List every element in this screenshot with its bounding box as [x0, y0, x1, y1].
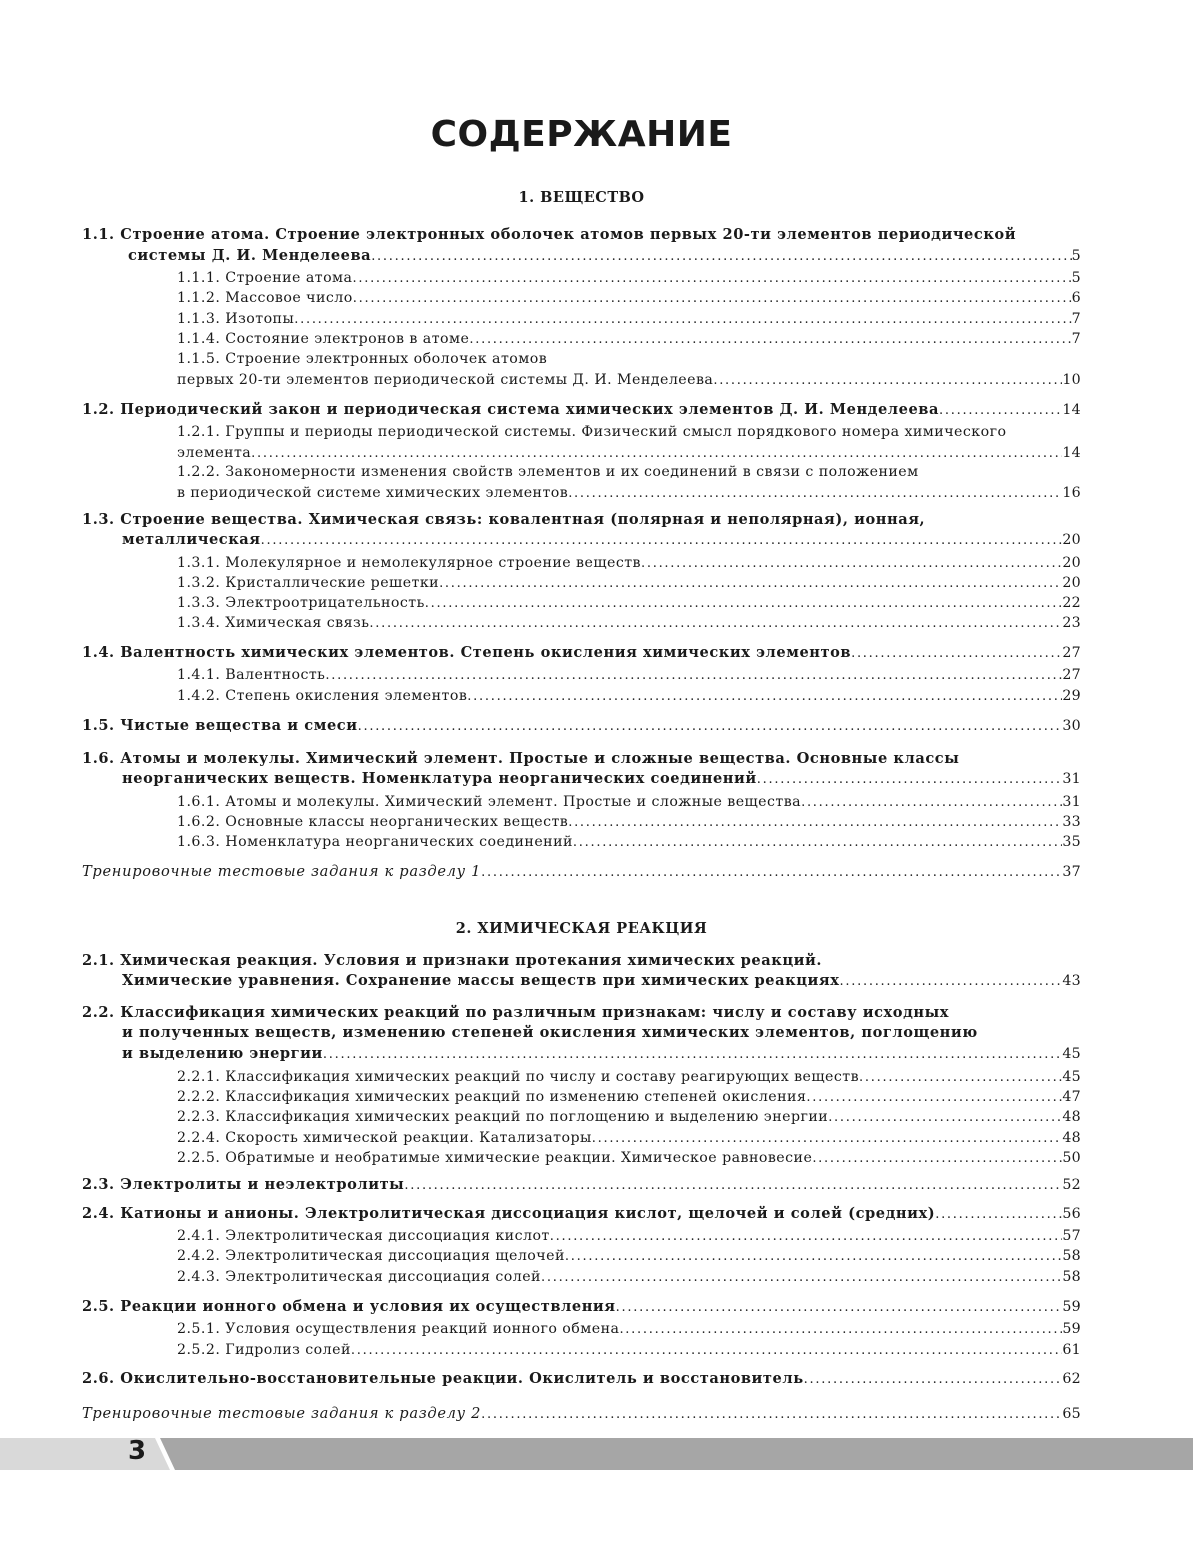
toc-dot-leader	[851, 643, 1062, 663]
toc-entry	[82, 950, 822, 971]
toc-page-number: 57	[1062, 1228, 1081, 1244]
toc-page-number: 27	[1062, 645, 1081, 661]
toc-page-number: 6	[1071, 290, 1081, 306]
toc-entry-text: неорганических веществ. Номенклатура неорганических соединений	[122, 770, 757, 787]
toc-subentry	[177, 309, 1081, 330]
toc-page-number: 22	[1062, 595, 1081, 611]
toc-subentry	[177, 370, 1081, 391]
toc-dot-leader	[859, 1067, 1062, 1088]
toc-subentry	[177, 268, 1081, 289]
toc-subentry	[177, 462, 919, 483]
toc-dot-leader	[806, 1087, 1062, 1108]
toc-dot-leader	[351, 1340, 1062, 1361]
toc-dot-leader	[251, 443, 1062, 464]
toc-page-number: 7	[1071, 311, 1081, 327]
toc-dot-leader	[801, 792, 1062, 813]
toc-page-number: 61	[1062, 1342, 1081, 1358]
toc-entry	[128, 245, 1081, 266]
toc-page-number: 10	[1062, 372, 1081, 388]
toc-entry-text: 2.2.4. Скорость химической реакции. Катализаторы	[177, 1130, 592, 1146]
toc-subentry	[177, 832, 1081, 853]
toc-page-number: 52	[1062, 1177, 1081, 1193]
toc-page-number: 43	[1062, 973, 1081, 989]
toc-dot-leader	[358, 716, 1063, 736]
toc-dot-leader	[353, 288, 1072, 309]
toc-entry-text: 2.5.2. Гидролиз солей	[177, 1342, 351, 1358]
toc-subentry	[177, 1226, 1081, 1247]
toc-page-number: 33	[1062, 814, 1081, 830]
toc-entry-text: в периодической системе химических элементов	[177, 485, 569, 501]
section-heading-1: 1. ВЕЩЕСТВО	[518, 189, 645, 206]
toc-entry-text: металлическая	[122, 531, 261, 548]
toc-entry-text: 1.2.2. Закономерности изменения свойств элементов и их соединений в связи с положением	[177, 464, 919, 480]
toc-dot-leader	[481, 1404, 1062, 1424]
toc-entry-text: 1.1.5. Строение электронных оболочек атомов	[177, 351, 548, 367]
toc-entry-text: Тренировочные тестовые задания к разделу 2	[82, 1405, 482, 1422]
toc-subentry	[177, 1319, 1081, 1340]
toc-page-number: 16	[1062, 485, 1081, 501]
toc-dot-leader	[804, 1369, 1063, 1389]
toc-page-number: 62	[1062, 1371, 1081, 1387]
toc-entry	[122, 529, 1081, 550]
toc-entry	[122, 1043, 1081, 1064]
toc-entry-text: 1.4.2. Степень окисления элементов	[177, 688, 468, 704]
toc-entry-text: и полученных веществ, изменению степеней окисления химических элементов, поглощению	[122, 1024, 978, 1041]
toc-page-number: 20	[1062, 555, 1081, 571]
toc-entry	[82, 642, 1081, 663]
toc-dot-leader	[935, 1204, 1062, 1224]
toc-entry-text: системы Д. И. Менделеева	[128, 247, 372, 264]
toc-entry-text: 1.2. Периодический закон и периодическая система химических элементов Д. И. Менделеева	[82, 401, 939, 418]
toc-entry-text: 1.1.1. Строение атома	[177, 270, 353, 286]
toc-dot-leader	[261, 530, 1063, 550]
toc-dot-leader	[592, 1128, 1063, 1149]
toc-dot-leader	[294, 309, 1071, 330]
toc-page-number: 35	[1062, 834, 1081, 850]
toc-entry	[82, 1002, 949, 1023]
toc-page-number: 45	[1062, 1046, 1081, 1062]
toc-entry-text: 2.2.3. Классификация химических реакций по поглощению и выделению энергии	[177, 1109, 829, 1125]
toc-dot-leader	[619, 1319, 1062, 1340]
toc-subentry	[177, 792, 1081, 813]
toc-entry-text: 1.1.3. Изотопы	[177, 311, 295, 327]
toc-page-number: 59	[1062, 1321, 1081, 1337]
toc-page-number: 50	[1062, 1150, 1081, 1166]
toc-page-number: 48	[1062, 1130, 1081, 1146]
toc-entry-text: 1.4. Валентность химических элементов. Степень окисления химических элементов	[82, 644, 852, 661]
toc-page-number: 29	[1062, 688, 1081, 704]
toc-subentry	[177, 812, 1081, 833]
toc-subentry	[177, 553, 1081, 574]
toc-page-number: 31	[1062, 794, 1081, 810]
toc-entry-text: 1.3.1. Молекулярное и немолекулярное строение веществ	[177, 555, 641, 571]
toc-entry	[82, 1368, 1081, 1389]
toc-subentry	[177, 329, 1081, 350]
toc-dot-leader	[641, 553, 1062, 574]
toc-entry-text: 2.5. Реакции ионного обмена и условия их осуществления	[82, 1298, 616, 1315]
toc-entry-text: 1.3.2. Кристаллические решетки	[177, 575, 440, 591]
toc-subentry	[177, 349, 547, 370]
toc-entry-text: 1.6.1. Атомы и молекулы. Химический элемент. Простые и сложные вещества	[177, 794, 802, 810]
toc-exercises-entry	[82, 861, 1081, 882]
footer-bar	[160, 1438, 1193, 1470]
toc-entry-text: 1.3. Строение вещества. Химическая связь: ковалентная (полярная и неполярная), ионная,	[82, 511, 926, 528]
toc-page-number: 59	[1062, 1299, 1081, 1315]
toc-subentry	[177, 1087, 1081, 1108]
toc-dot-leader	[828, 1107, 1062, 1128]
toc-page-number: 58	[1062, 1269, 1081, 1285]
toc-exercises-entry	[82, 1403, 1081, 1424]
toc-entry-text: 1.6. Атомы и молекулы. Химический элемент. Простые и сложные вещества. Основные классы	[82, 750, 960, 767]
toc-subentry	[177, 288, 1081, 309]
toc-entry-text: элемента	[177, 445, 252, 461]
toc-page-number: 20	[1062, 532, 1081, 548]
toc-entry-text: 2.4.1. Электролитическая диссоциация кислот	[177, 1228, 550, 1244]
toc-entry	[82, 1174, 1081, 1195]
toc-dot-leader	[481, 862, 1062, 882]
toc-dot-leader	[352, 268, 1071, 289]
toc-page-number: 65	[1062, 1406, 1081, 1422]
toc-page-number: 47	[1062, 1089, 1081, 1105]
toc-entry-text: 2.2.1. Классификация химических реакций по числу и составу реагирующих веществ	[177, 1069, 860, 1085]
toc-dot-leader	[467, 686, 1062, 707]
toc-dot-leader	[565, 1246, 1062, 1267]
toc-subentry	[177, 1128, 1081, 1149]
toc-dot-leader	[616, 1297, 1063, 1317]
toc-entry-text: первых 20-ти элементов периодической системы Д. И. Менделеева	[177, 372, 714, 388]
toc-entry-text: 1.1. Строение атома. Строение электронных оболочек атомов первых 20-ти элементов периодической	[82, 226, 1017, 243]
toc-subentry	[177, 573, 1081, 594]
toc-entry	[82, 715, 1081, 736]
toc-page-number: 30	[1062, 718, 1081, 734]
toc-subentry	[177, 1340, 1081, 1361]
toc-subentry	[177, 1148, 1081, 1169]
toc-dot-leader	[469, 329, 1071, 350]
toc-page-number: 20	[1062, 575, 1081, 591]
toc-subentry	[177, 422, 1006, 443]
toc-entry-text: 2.1. Химическая реакция. Условия и признаки протекания химических реакций.	[82, 952, 823, 969]
toc-entry-text: 2.4.2. Электролитическая диссоциация щелочей	[177, 1248, 565, 1264]
toc-entry-text: 1.1.2. Массовое число	[177, 290, 353, 306]
toc-entry	[82, 748, 959, 769]
toc-subentry	[177, 483, 1081, 504]
toc-dot-leader	[757, 769, 1063, 789]
toc-subentry	[177, 1246, 1081, 1267]
toc-entry-text: 2.4.3. Электролитическая диссоциация солей	[177, 1269, 541, 1285]
toc-entry-text: 2.6. Окислительно-восстановительные реакции. Окислитель и восстановитель	[82, 1370, 804, 1387]
toc-dot-leader	[840, 971, 1063, 991]
toc-entry-text: 2.2.2. Классификация химических реакций по изменению степеней окисления	[177, 1089, 807, 1105]
toc-entry-text: 2.2. Классификация химических реакций по различным признакам: числу и составу исходных	[82, 1004, 950, 1021]
toc-page-number: 48	[1062, 1109, 1081, 1125]
toc-entry-text: Тренировочные тестовые задания к разделу 1	[82, 863, 482, 880]
toc-entry-text: Химические уравнения. Сохранение массы веществ при химических реакциях	[122, 972, 840, 989]
toc-dot-leader	[425, 593, 1063, 614]
toc-entry-text: 1.1.4. Состояние электронов в атоме	[177, 331, 470, 347]
toc-subentry	[177, 593, 1081, 614]
toc-dot-leader	[713, 370, 1062, 391]
toc-entry	[82, 1296, 1081, 1317]
toc-entry-text: 2.4. Катионы и анионы. Электролитическая диссоциация кислот, щелочей и солей (средних)	[82, 1205, 936, 1222]
toc-page-number: 58	[1062, 1248, 1081, 1264]
toc-entry	[82, 1203, 1081, 1224]
page-number: 3	[128, 1436, 147, 1466]
toc-entry	[122, 768, 1081, 789]
toc-dot-leader	[568, 812, 1062, 833]
toc-entry	[122, 970, 1081, 991]
toc-entry-text: 1.4.1. Валентность	[177, 667, 326, 683]
toc-page-number: 5	[1071, 270, 1081, 286]
toc-dot-leader	[568, 483, 1062, 504]
toc-subentry	[177, 1107, 1081, 1128]
toc-entry-text: 1.3.3. Электроотрицательность	[177, 595, 425, 611]
toc-page-number: 31	[1062, 771, 1081, 787]
toc-subentry	[177, 1067, 1081, 1088]
toc-entry-text: и выделению энергии	[122, 1045, 323, 1062]
toc-page-number: 14	[1062, 445, 1081, 461]
toc-entry-text: 1.6.3. Номенклатура неорганических соединений	[177, 834, 573, 850]
toc-dot-leader	[371, 246, 1071, 266]
toc-dot-leader	[573, 832, 1062, 853]
toc-subentry	[177, 443, 1081, 464]
toc-page-number: 45	[1062, 1069, 1081, 1085]
toc-dot-leader	[369, 613, 1062, 634]
toc-page-number: 37	[1062, 864, 1081, 880]
toc-dot-leader	[325, 665, 1062, 686]
toc-dot-leader	[439, 573, 1062, 594]
toc-dot-leader	[550, 1226, 1063, 1247]
toc-entry-text: 1.5. Чистые вещества и смеси	[82, 717, 358, 734]
toc-page-number: 14	[1062, 402, 1081, 418]
toc-entry-text: 1.3.4. Химическая связь	[177, 615, 370, 631]
toc-entry-text: 1.2.1. Группы и периоды периодической системы. Физический смысл порядкового номера химического	[177, 424, 1007, 440]
toc-entry-text: 2.5.1. Условия осуществления реакций ионного обмена	[177, 1321, 620, 1337]
page-title: СОДЕРЖАНИЕ	[430, 114, 733, 155]
toc-subentry	[177, 665, 1081, 686]
section-heading-2: 2. ХИМИЧЕСКАЯ РЕАКЦИЯ	[455, 920, 708, 937]
toc-entry	[122, 1022, 978, 1043]
toc-entry	[82, 224, 1016, 245]
toc-entry	[82, 399, 1081, 420]
toc-entry-text: 2.2.5. Обратимые и необратимые химические реакции. Химическое равновесие	[177, 1150, 813, 1166]
toc-dot-leader	[323, 1044, 1062, 1064]
toc-page-number: 23	[1062, 615, 1081, 631]
toc-page-number: 5	[1071, 248, 1081, 264]
toc-subentry	[177, 686, 1081, 707]
toc-dot-leader	[812, 1148, 1062, 1169]
toc-entry	[82, 509, 925, 530]
toc-page-number: 56	[1062, 1206, 1081, 1222]
toc-dot-leader	[939, 400, 1062, 420]
toc-subentry	[177, 613, 1081, 634]
toc-entry-text: 2.3. Электролиты и неэлектролиты	[82, 1176, 405, 1193]
toc-page-number: 27	[1062, 667, 1081, 683]
toc-entry-text: 1.6.2. Основные классы неорганических веществ	[177, 814, 569, 830]
toc-page-number: 7	[1071, 331, 1081, 347]
toc-dot-leader	[541, 1267, 1062, 1288]
toc-dot-leader	[404, 1175, 1062, 1195]
toc-subentry	[177, 1267, 1081, 1288]
